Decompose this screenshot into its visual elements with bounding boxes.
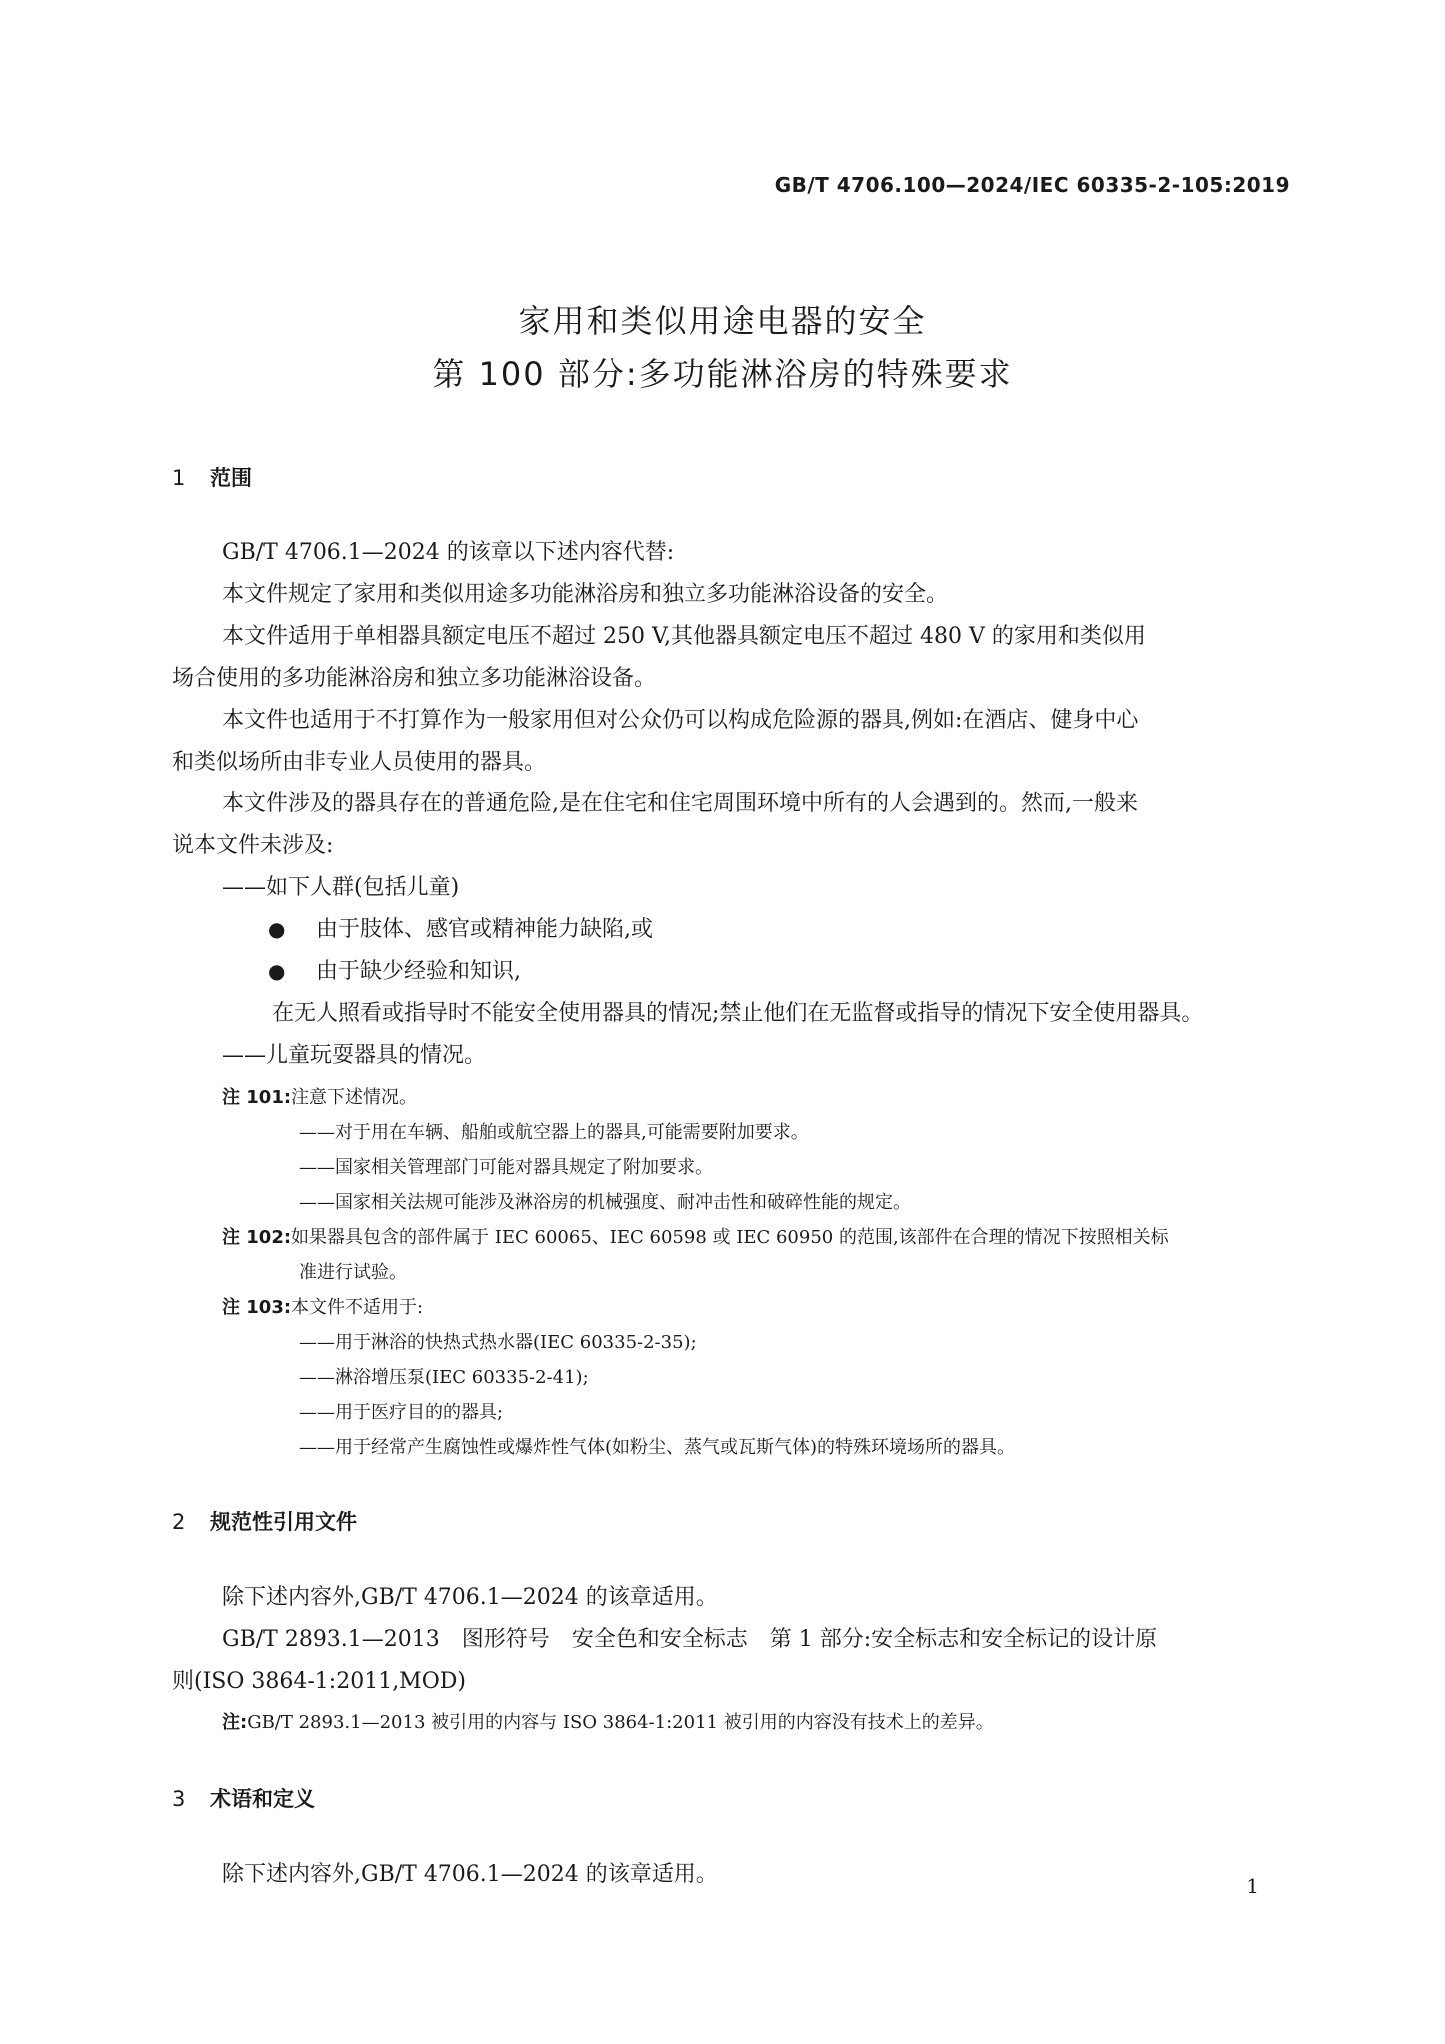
note-item: ——淋浴增压泵(IEC 60335-2-41);: [299, 1367, 589, 1388]
section-title: 范围: [210, 466, 252, 490]
section-1-heading: [172, 462, 252, 492]
paragraph: GB/T 4706.1—2024 的该章以下述内容代替:: [222, 540, 675, 565]
paragraph: 除下述内容外,GB/T 4706.1—2024 的该章适用。: [222, 1862, 718, 1887]
section-number: 3: [172, 1787, 186, 1811]
note-text: 注意下述情况。: [291, 1087, 418, 1108]
note-text: 本文件不适用于:: [291, 1297, 424, 1318]
section-title: 规范性引用文件: [210, 1510, 357, 1534]
section-title: 术语和定义: [210, 1787, 315, 1811]
page-number: 1: [1246, 1874, 1259, 1898]
note-item: ——国家相关法规可能涉及淋浴房的机械强度、耐冲击性和破碎性能的规定。: [299, 1192, 911, 1213]
paragraph-line: 本文件也适用于不打算作为一般家用但对公众仍可以构成危险源的器具,例如:在酒店、健身中心: [222, 708, 1139, 733]
bullet-text: 由于肢体、感官或精神能力缺陷,或: [316, 917, 653, 942]
note-label: 注 101:: [222, 1087, 292, 1108]
paragraph: 本文件规定了家用和类似用途多功能淋浴房和独立多功能淋浴设备的安全。: [222, 582, 949, 607]
note-item: ——用于经常产生腐蚀性或爆炸性气体(如粉尘、蒸气或瓦斯气体)的特殊环境场所的器具。: [299, 1437, 1016, 1458]
document-title-line1: 家用和类似用途电器的安全: [518, 302, 927, 340]
note-text: GB/T 2893.1—2013 被引用的内容与 ISO 3864-1:2011 被引用的内容没有技术上的差异。: [247, 1712, 994, 1733]
document-title-line2: 第 100 部分:多功能淋浴房的特殊要求: [432, 355, 1013, 393]
standard-code: GB/T 4706.100—2024/IEC 60335-2-105:2019: [774, 173, 1290, 197]
section-number: 1: [172, 466, 186, 490]
note-text: 如果器具包含的部件属于 IEC 60065、IEC 60598 或 IEC 60950 的范围,该部件在合理的情况下按照相关标: [291, 1227, 1169, 1248]
bullet-dot-icon: ●: [268, 959, 286, 983]
note-text-line: 准进行试验。: [299, 1262, 407, 1283]
bullet-item: [268, 954, 521, 985]
paragraph-line: 本文件涉及的器具存在的普通危险,是在住宅和住宅周围环境中所有的人会遇到的。然而,一般来: [222, 791, 1138, 816]
note-item: ——用于医疗目的的器具;: [299, 1402, 504, 1423]
paragraph-line: 说本文件未涉及:: [172, 833, 334, 858]
section-number: 2: [172, 1510, 186, 1534]
note-label: 注 103:: [222, 1297, 292, 1318]
dash-item: ——儿童玩耍器具的情况。: [222, 1043, 487, 1068]
paragraph-line: 在无人照看或指导时不能安全使用器具的情况;禁止他们在无监督或指导的情况下安全使用器具。: [272, 1001, 1204, 1026]
note-102: [222, 1223, 1169, 1249]
note-label: 注:: [222, 1712, 248, 1733]
bullet-item: [268, 912, 653, 943]
note-item: ——对于用在车辆、船舶或航空器上的器具,可能需要附加要求。: [299, 1122, 809, 1143]
paragraph-line: GB/T 2893.1—2013 图形符号 安全色和安全标志 第 1 部分:安全标志和安全标记的设计原: [222, 1627, 1158, 1652]
paragraph-line: 和类似场所由非专业人员使用的器具。: [172, 750, 547, 775]
paragraph-line: 场合使用的多功能淋浴房和独立多功能淋浴设备。: [172, 666, 657, 691]
note-item: ——国家相关管理部门可能对器具规定了附加要求。: [299, 1157, 713, 1178]
paragraph-line: 本文件适用于单相器具额定电压不超过 250 V,其他器具额定电压不超过 480 V 的家用和类似用: [222, 624, 1146, 649]
bullet-text: 由于缺少经验和知识,: [316, 959, 521, 984]
paragraph-line: 则(ISO 3864-1:2011,MOD): [172, 1669, 466, 1694]
note-103: [222, 1293, 423, 1319]
paragraph: 除下述内容外,GB/T 4706.1—2024 的该章适用。: [222, 1585, 718, 1610]
dash-item: ——如下人群(包括儿童): [222, 875, 460, 900]
section-3-heading: [172, 1783, 315, 1813]
note-label: 注 102:: [222, 1227, 292, 1248]
bullet-dot-icon: ●: [268, 917, 286, 941]
note-item: ——用于淋浴的快热式热水器(IEC 60335-2-35);: [299, 1332, 697, 1353]
note-101: [222, 1083, 417, 1109]
section-2-heading: [172, 1506, 357, 1536]
note: [222, 1708, 994, 1734]
